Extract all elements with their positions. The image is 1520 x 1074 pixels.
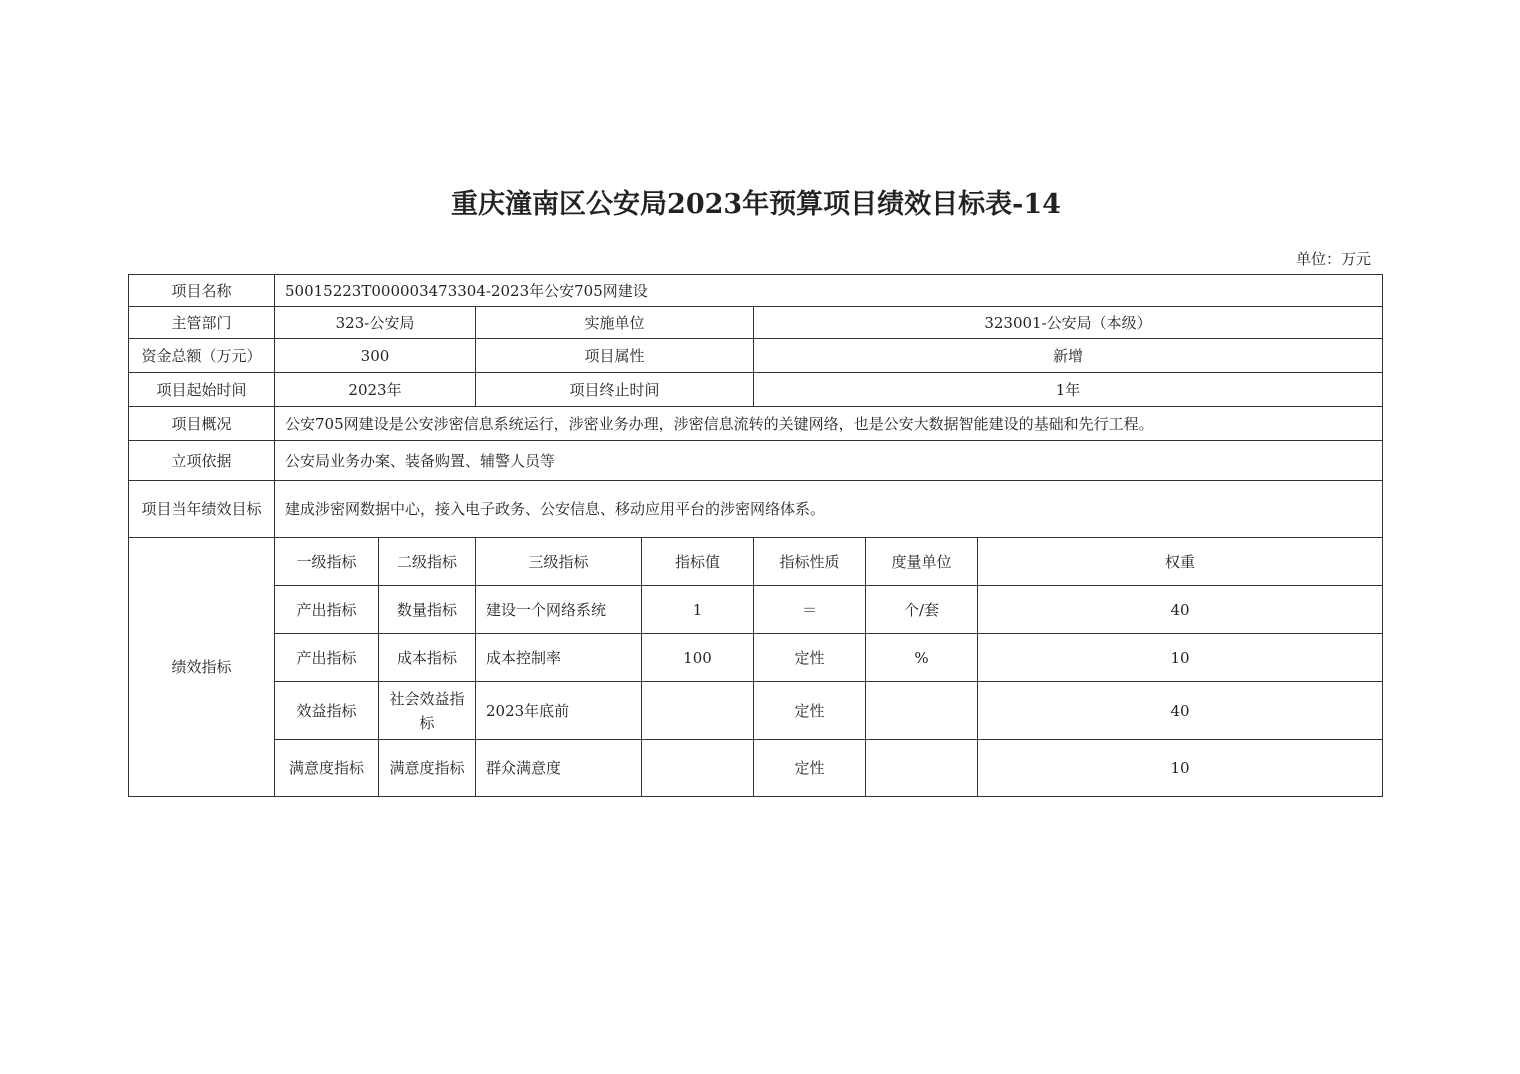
indicator-nature: 定性 xyxy=(754,740,866,797)
header-weight: 权重 xyxy=(978,538,1383,586)
project-attribute-label: 项目属性 xyxy=(476,339,754,373)
indicator-level2: 社会效益指标 xyxy=(379,682,476,740)
total-funds-label: 资金总额（万元） xyxy=(129,339,275,373)
total-funds-value: 300 xyxy=(275,339,476,373)
indicator-level3: 2023年底前 xyxy=(476,682,642,740)
header-level3: 三级指标 xyxy=(476,538,642,586)
header-unit: 度量单位 xyxy=(866,538,978,586)
indicator-level3: 成本控制率 xyxy=(476,634,642,682)
header-value: 指标值 xyxy=(642,538,754,586)
indicator-nature: 定性 xyxy=(754,634,866,682)
row-funds xyxy=(129,339,1383,373)
indicator-unit xyxy=(866,682,978,740)
end-time-value: 1年 xyxy=(754,373,1383,407)
header-level2: 二级指标 xyxy=(379,538,476,586)
project-name-label: 项目名称 xyxy=(129,275,275,307)
row-department xyxy=(129,307,1383,339)
row-project-name xyxy=(129,275,1383,307)
performance-table xyxy=(128,274,1383,797)
indicator-header-row xyxy=(129,538,1383,586)
page-title: 重庆潼南区公安局2023年预算项目绩效目标表-14 xyxy=(451,189,1061,220)
start-time-value: 2023年 xyxy=(275,373,476,407)
header-level1: 一级指标 xyxy=(275,538,379,586)
indicator-value: 1 xyxy=(642,586,754,634)
indicator-level1: 产出指标 xyxy=(275,586,379,634)
indicators-section-label: 绩效指标 xyxy=(129,538,275,797)
indicator-row xyxy=(129,740,1383,797)
indicator-row xyxy=(129,682,1383,740)
indicator-level1: 满意度指标 xyxy=(275,740,379,797)
indicator-unit: % xyxy=(866,634,978,682)
project-name-value: 50015223T000003473304-2023年公安705网建设 xyxy=(275,275,1383,307)
annual-goal-label: 项目当年绩效目标 xyxy=(129,481,275,538)
indicator-weight: 40 xyxy=(978,586,1383,634)
indicator-weight: 10 xyxy=(978,634,1383,682)
overview-value: 公安705网建设是公安涉密信息系统运行，涉密业务办理，涉密信息流转的关键网络，也是公安大数据智能建设的基础和先行工程。 xyxy=(275,407,1383,441)
indicator-unit xyxy=(866,740,978,797)
implementing-unit-value: 323001-公安局（本级） xyxy=(754,307,1383,339)
indicator-level2: 数量指标 xyxy=(379,586,476,634)
unit-label: 单位：万元 xyxy=(1295,250,1371,268)
indicator-level2: 成本指标 xyxy=(379,634,476,682)
basis-value: 公安局业务办案、装备购置、辅警人员等 xyxy=(275,441,1383,481)
project-attribute-value: 新增 xyxy=(754,339,1383,373)
indicator-value: 100 xyxy=(642,634,754,682)
indicator-level3: 群众满意度 xyxy=(476,740,642,797)
row-overview xyxy=(129,407,1383,441)
indicator-level1: 效益指标 xyxy=(275,682,379,740)
indicator-weight: 10 xyxy=(978,740,1383,797)
indicator-nature: ＝ xyxy=(754,586,866,634)
implementing-unit-label: 实施单位 xyxy=(476,307,754,339)
overview-label: 项目概况 xyxy=(129,407,275,441)
indicator-level3: 建设一个网络系统 xyxy=(476,586,642,634)
indicator-level1: 产出指标 xyxy=(275,634,379,682)
indicator-value xyxy=(642,682,754,740)
row-goal xyxy=(129,481,1383,538)
basis-label: 立项依据 xyxy=(129,441,275,481)
start-time-label: 项目起始时间 xyxy=(129,373,275,407)
row-dates xyxy=(129,373,1383,407)
row-basis xyxy=(129,441,1383,481)
indicator-row xyxy=(129,634,1383,682)
indicator-nature: 定性 xyxy=(754,682,866,740)
annual-goal-value: 建成涉密网数据中心，接入电子政务、公安信息、移动应用平台的涉密网络体系。 xyxy=(275,481,1383,538)
indicator-row xyxy=(129,586,1383,634)
indicator-unit: 个/套 xyxy=(866,586,978,634)
department-label: 主管部门 xyxy=(129,307,275,339)
header-nature: 指标性质 xyxy=(754,538,866,586)
indicator-level2: 满意度指标 xyxy=(379,740,476,797)
department-value: 323-公安局 xyxy=(275,307,476,339)
indicator-value xyxy=(642,740,754,797)
end-time-label: 项目终止时间 xyxy=(476,373,754,407)
indicator-weight: 40 xyxy=(978,682,1383,740)
